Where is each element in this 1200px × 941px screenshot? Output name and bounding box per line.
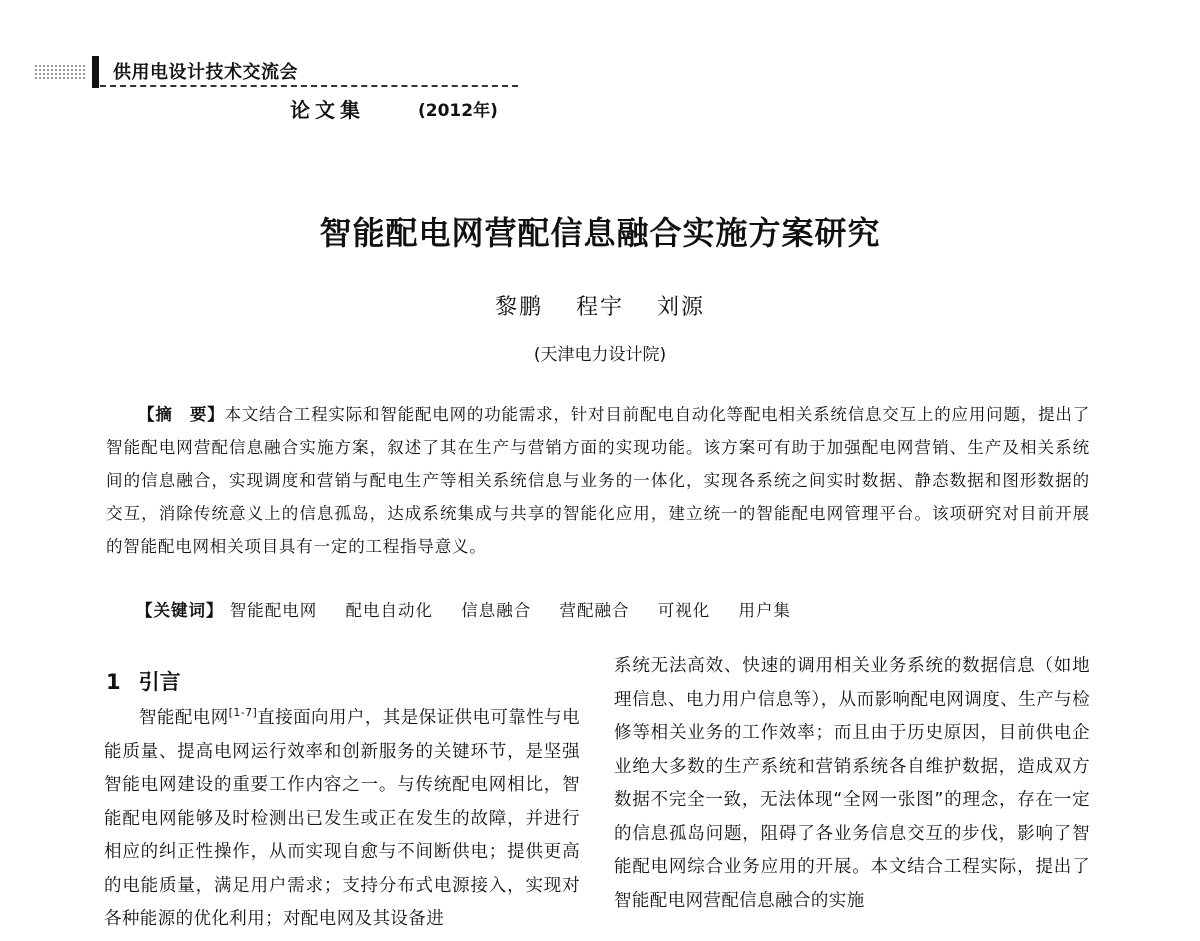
abstract: [106, 398, 1090, 563]
keywords: [136, 596, 813, 626]
keyword: 可视化: [657, 601, 711, 620]
collection-label: 论文集: [290, 98, 365, 122]
section-number: 1: [106, 670, 121, 694]
author-list: [0, 290, 1200, 321]
section-title: 引言: [138, 670, 181, 694]
body-column-left: [104, 702, 580, 937]
author-name: 刘源: [657, 295, 706, 320]
header-dot-pattern: [34, 64, 86, 80]
section-heading: [106, 666, 181, 696]
paper-title: 智能配电网营配信息融合实施方案研究: [319, 214, 881, 252]
intro-text-continued: 系统无法高效、快速的调用相关业务系统的数据信息（如地理信息、电力用户信息等），从而影响配电网调度、生产与检修等相关业务的工作效率；而且由于历史原因，目前供电企业绝大多数的生产系统和营销系统各自维护数据，造成双方数据不完全一致，无法体现“全网一张图”的理念，存在一定的信息孤岛问题，阻碍了各业务信息交互的步伐，影响了智能配电网综合业务应用的开展。本文结合工程实际，提出了智能配电网营配信息融合的实施: [614, 656, 1090, 911]
author-name: 黎鹏: [494, 295, 543, 320]
abstract-text: 本文结合工程实际和智能配电网的功能需求，针对目前配电自动化等配电相关系统信息交互上的应用问题，提出了智能配电网营配信息融合实施方案，叙述了其在生产与营销方面的实现功能。该方案可有助于加强配电网营销、生产及相关系统间的信息融合，实现调度和营销与配电生产等相关系统信息与业务的一体化，实现各系统之间实时数据、静态数据和图形数据的交互，消除传统意义上的信息孤岛，达成系统集成与共享的智能化应用，建立统一的智能配电网管理平台。该项研究对目前开展的智能配电网相关项目具有一定的工程指导意义。: [106, 405, 1091, 556]
keyword: 智能配电网: [229, 601, 318, 620]
header-divider: [100, 85, 518, 87]
intro-text: 直接面向用户，其是保证供电可靠性与电能质量、提高电网运行效率和创新服务的关键环节，是坚强智能电网建设的重要工作内容之一。与传统配电网相比，智能配电网能够及时检测出已发生或正在发生的故障，并进行相应的纠正性操作，从而实现自愈与不间断供电；提供更高的电能质量，满足用户需求；支持分布式电源接入，实现对各种能源的优化利用；对配电网及其设备进: [104, 708, 581, 929]
intro-lead: 智能配电网: [139, 708, 229, 728]
header-bar-mark: [92, 56, 99, 88]
abstract-label: 【摘 要】: [138, 405, 225, 424]
keywords-label: 【关键词】: [136, 601, 224, 620]
author-name: 程宇: [575, 295, 624, 320]
collection-year: (2012年): [418, 101, 498, 121]
keyword: 配电自动化: [345, 601, 433, 620]
body-column-right: [614, 650, 1090, 918]
affiliation: (天津电力设计院): [533, 345, 667, 365]
keyword: 营配融合: [559, 601, 630, 620]
conference-name: 供用电设计技术交流会: [113, 62, 298, 83]
keyword: 信息融合: [461, 601, 532, 620]
citation: [1-7]: [228, 706, 258, 720]
keyword: 用户集: [738, 601, 791, 620]
